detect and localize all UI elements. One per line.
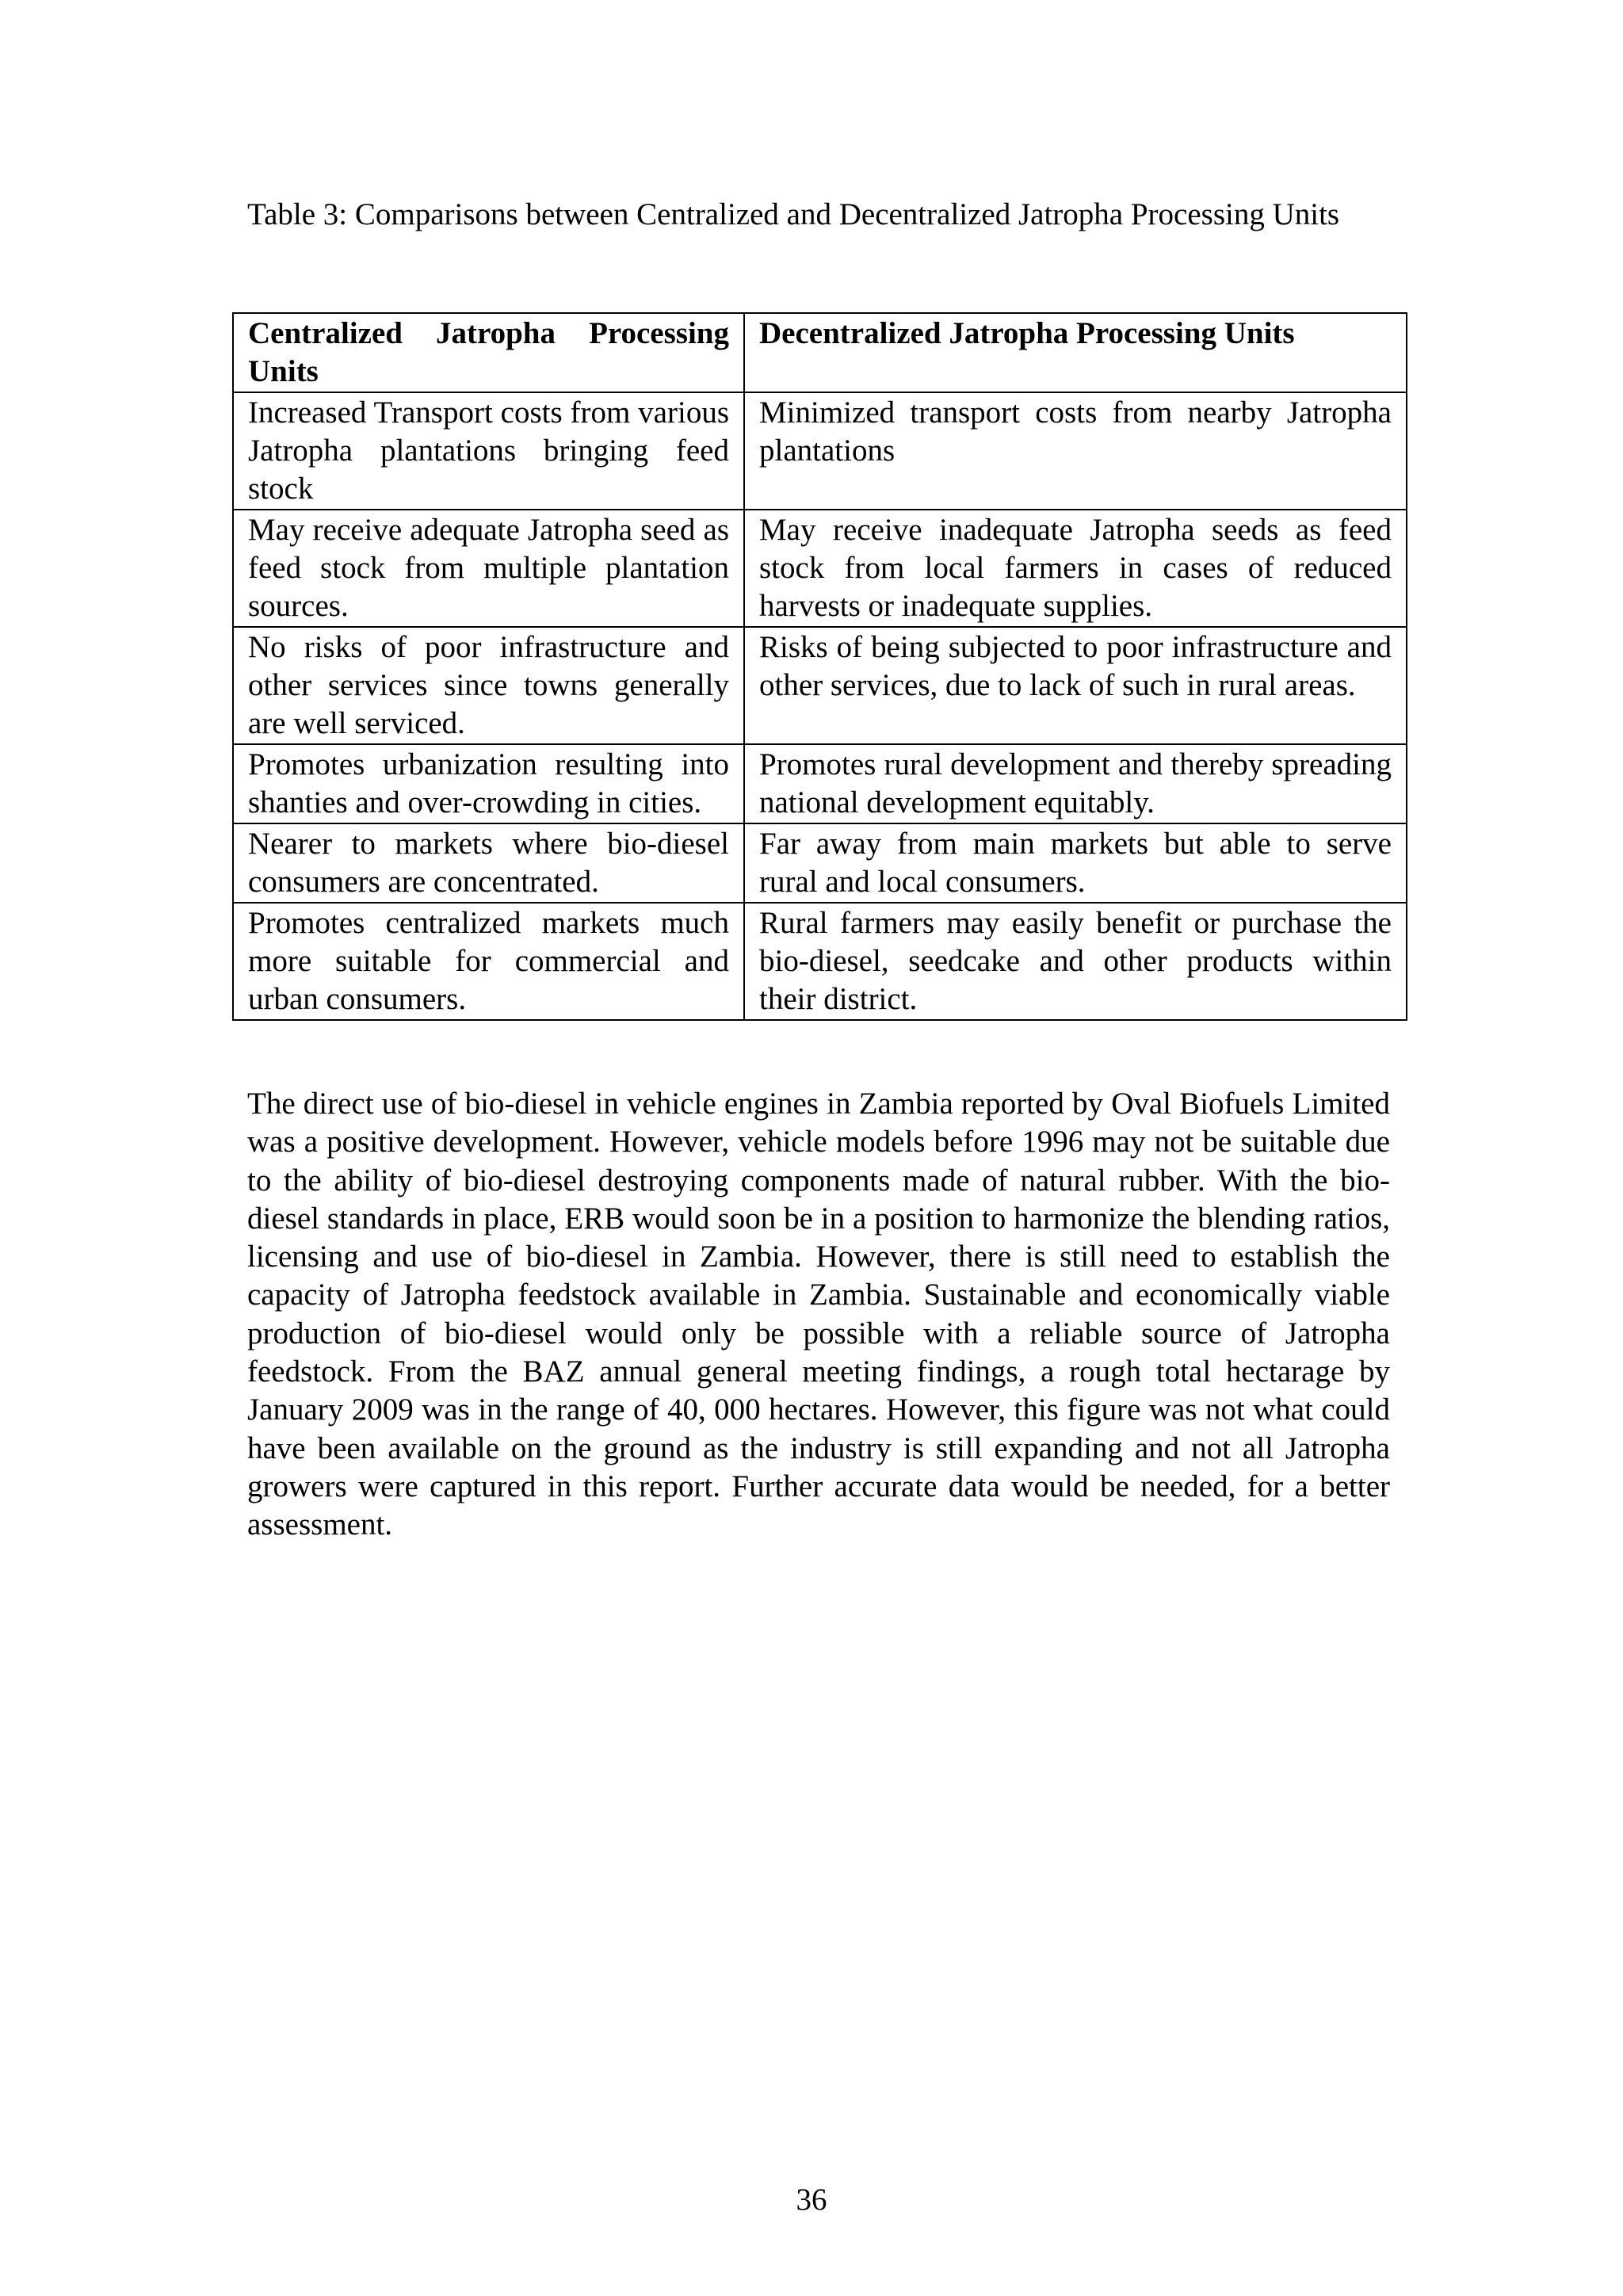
page-number: 36: [796, 2183, 827, 2217]
cell-centralized: No risks of poor infrastructure and other services since towns generally are well serviced.: [233, 627, 744, 744]
table-row: [233, 823, 1407, 903]
cell-centralized: Increased Transport costs from various Jatropha plantations bringing feed stock: [233, 392, 744, 510]
table-row: [233, 510, 1407, 627]
cell-centralized: May receive adequate Jatropha seed as feed stock from multiple plantation sources.: [233, 510, 744, 627]
table-row: [233, 627, 1407, 744]
table-row: [233, 903, 1407, 1020]
cell-centralized: Promotes centralized markets much more suitable for commercial and urban consumers.: [233, 903, 744, 1020]
table-row: [233, 392, 1407, 510]
cell-decentralized: Rural farmers may easily benefit or purchase the bio-diesel, seedcake and other products within their district.: [744, 903, 1407, 1020]
body-paragraph: The direct use of bio-diesel in vehicle engines in Zambia reported by Oval Biofuels Limited was a positive development. However, vehicle models before 1996 may not be suitable due to the ability of bio-diesel destroying components made of natural rubber. With the bio-diesel standards in place, ERB would soon be in a position to harmonize the blending ratios, licensing and use of bio-diesel in Zambia. However, there is still need to establish the capacity of Jatropha feedstock available in Zambia. Sustainable and economically viable production of bio-diesel would only be possible with a reliable source of Jatropha feedstock. From the BAZ annual general meeting findings, a rough total hectarage by January 2009 was in the range of 40, 000 hectares. However, this figure was not what could have been available on the ground as the industry is still expanding and not all Jatropha growers were captured in this report. Further accurate data would be needed, for a better assessment.: [247, 1087, 1390, 1542]
cell-centralized: Promotes urbanization resulting into shanties and over-crowding in cities.: [233, 744, 744, 823]
cell-centralized: Nearer to markets where bio-diesel consumers are concentrated.: [233, 823, 744, 903]
table-header-row: [233, 313, 1407, 392]
cell-decentralized: Minimized transport costs from nearby Jatropha plantations: [744, 392, 1407, 510]
cell-decentralized: Promotes rural development and thereby spreading national development equitably.: [744, 744, 1407, 823]
table-caption: Table 3: Comparisons between Centralized and Decentralized Jatropha Processing Units: [247, 197, 1340, 231]
table-row: [233, 744, 1407, 823]
comparison-table: [232, 312, 1407, 1021]
cell-decentralized: May receive inadequate Jatropha seeds as feed stock from local farmers in cases of reduced harvests or inadequate supplies.: [744, 510, 1407, 627]
header-decentralized: Decentralized Jatropha Processing Units: [744, 313, 1407, 392]
header-centralized: Centralized Jatropha Processing Units: [233, 313, 744, 392]
cell-decentralized: Far away from main markets but able to serve rural and local consumers.: [744, 823, 1407, 903]
cell-decentralized: Risks of being subjected to poor infrastructure and other services, due to lack of such in rural areas.: [744, 627, 1407, 744]
